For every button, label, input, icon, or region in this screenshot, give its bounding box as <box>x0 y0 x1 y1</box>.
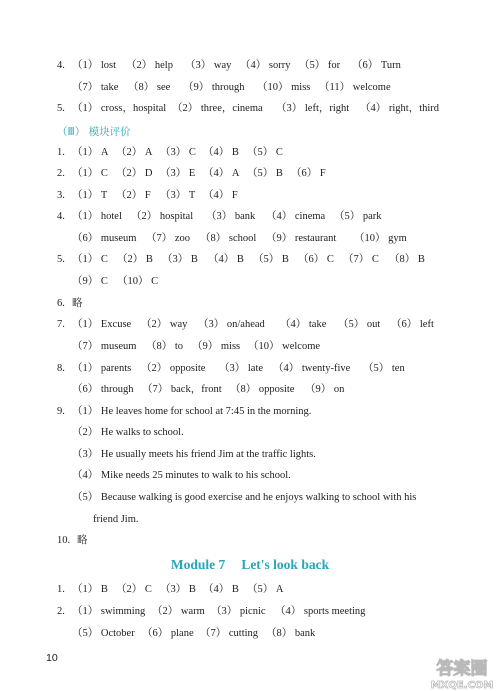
answer-item: （3） He usually meets his friend Jim at the traffic lights. <box>72 449 316 460</box>
answer-item: （4） Mike needs 25 minutes to walk to his school. <box>72 470 291 481</box>
section-label: （Ⅲ） 模块评价 <box>57 126 131 138</box>
watermark-url: MXQE.COM <box>430 680 494 691</box>
answer-item: （1） swimming <box>72 606 146 617</box>
answer-item: （8） school <box>200 233 257 244</box>
answer-item: （4） right，third <box>360 103 440 114</box>
module-number: Module 7 <box>170 557 226 572</box>
answer-item: （5） B <box>247 168 283 179</box>
answer-item: （1） lost <box>72 60 117 71</box>
answer-item: （10） miss <box>257 82 311 93</box>
answer-item: （3） E <box>160 168 196 179</box>
answer-item: （7） zoo <box>146 233 191 244</box>
answer-item: 略 <box>72 298 83 309</box>
answer-item: （7） take <box>72 82 119 93</box>
answer-item: （8） opposite <box>230 384 295 395</box>
module-heading <box>0 557 500 573</box>
answer-item: （6） F <box>291 168 326 179</box>
answer-item: （1） hotel <box>72 211 122 222</box>
answer-item: （1） T <box>72 190 108 201</box>
answer-item: （4） take <box>280 319 327 330</box>
answer-item: （6） left <box>391 319 434 330</box>
answer-item: （2） help <box>126 60 173 71</box>
question-number: 2. <box>57 168 65 179</box>
answer-item: （3） T <box>160 190 196 201</box>
answer-item: （5） for <box>299 60 341 71</box>
answer-item: （9） C <box>72 276 108 287</box>
question-number: 3. <box>57 190 65 201</box>
answer-item: （3） bank <box>206 211 256 222</box>
answer-item: （11） welcome <box>319 82 391 93</box>
answer-item: （10） gym <box>354 233 407 244</box>
question-number: 9. <box>57 406 65 417</box>
answer-item: 略 <box>77 535 88 546</box>
question-number: 10. <box>57 535 71 546</box>
answer-item: （1） cross，hospital <box>72 103 167 114</box>
answer-item: （2） A <box>116 147 153 158</box>
answer-item: （7） museum <box>72 341 137 352</box>
module-title: Let's look back <box>241 557 330 572</box>
answer-item: （2） B <box>117 254 153 265</box>
answer-item: （3） B <box>162 254 198 265</box>
answer-item: （3） way <box>185 60 232 71</box>
answer-item: （1） B <box>72 584 108 595</box>
answer-item: （4） B <box>203 147 239 158</box>
answer-item: （2） D <box>116 168 153 179</box>
answer-item: （9） miss <box>192 341 241 352</box>
answer-item: （8） to <box>146 341 184 352</box>
answer-item: （3） on/ahead <box>198 319 265 330</box>
answer-item: （8） see <box>128 82 171 93</box>
answer-item: （4） sports meeting <box>275 606 366 617</box>
answer-item: （1） He leaves home for school at 7:45 in the morning. <box>72 406 312 417</box>
answer-item: （10） welcome <box>248 341 321 352</box>
answer-item: （1） parents <box>72 363 132 374</box>
answer-item: （7） C <box>343 254 379 265</box>
answer-item: （4） A <box>203 168 240 179</box>
answer-item: （6） museum <box>72 233 137 244</box>
answer-item: （1） A <box>72 147 109 158</box>
answer-item: （4） B <box>208 254 244 265</box>
answer-item: （4） F <box>203 190 238 201</box>
answer-item: （4） cinema <box>266 211 326 222</box>
answer-item: （5） ten <box>363 363 405 374</box>
answer-item: （9） through <box>183 82 245 93</box>
question-number: 8. <box>57 363 65 374</box>
answer-item: （2） way <box>141 319 188 330</box>
question-number: 5. <box>57 254 65 265</box>
answer-item: （9） on <box>305 384 345 395</box>
question-number: 7. <box>57 319 65 330</box>
watermark-text: 答案圈 <box>436 659 488 679</box>
question-number: 4. <box>57 60 65 71</box>
answer-item: （4） B <box>203 584 239 595</box>
answer-item: （9） restaurant <box>266 233 337 244</box>
question-number: 1. <box>57 584 65 595</box>
answer-item: （3） B <box>160 584 196 595</box>
question-number: 4. <box>57 211 65 222</box>
answer-item: （4） twenty-five <box>273 363 351 374</box>
answer-item: （2） F <box>116 190 151 201</box>
answer-item: （2） hospital <box>131 211 194 222</box>
answer-item: （5） park <box>334 211 382 222</box>
answer-item: （2） He walks to school. <box>72 427 184 438</box>
answer-item: （3） late <box>219 363 264 374</box>
watermark-logo <box>424 654 500 691</box>
answer-item: （6） plane <box>142 628 194 639</box>
answer-item: （8） bank <box>266 628 316 639</box>
question-number: 5. <box>57 103 65 114</box>
question-number: 6. <box>57 298 65 309</box>
question-number: 2. <box>57 606 65 617</box>
answer-item: （5） October <box>72 628 135 639</box>
answer-item: （4） sorry <box>240 60 291 71</box>
answer-item: （2） C <box>116 584 152 595</box>
answer-item: （6） C <box>298 254 334 265</box>
answer-item: （5） out <box>338 319 381 330</box>
answer-item: （8） B <box>389 254 425 265</box>
answer-item: （1） Excuse <box>72 319 132 330</box>
page-number: 10 <box>46 652 58 664</box>
answer-item: （2） three，cinema <box>172 103 263 114</box>
answer-item: （7） cutting <box>200 628 259 639</box>
answer-item: friend Jim. <box>93 514 139 525</box>
answer-item: （1） C <box>72 168 108 179</box>
answer-item: （5） Because walking is good exercise and he enjoys walking to school with his <box>72 492 417 503</box>
answer-item: （6） Turn <box>352 60 401 71</box>
answer-item: （5） A <box>247 584 284 595</box>
answer-item: （3） left，right <box>276 103 350 114</box>
answer-item: （1） C <box>72 254 108 265</box>
answer-item: （10） C <box>117 276 159 287</box>
answer-item: （2） opposite <box>141 363 206 374</box>
question-number: 1. <box>57 147 65 158</box>
answer-item: （3） C <box>160 147 196 158</box>
answer-item: （5） B <box>253 254 289 265</box>
answer-item: （3） picnic <box>211 606 266 617</box>
answer-item: （5） C <box>247 147 283 158</box>
answer-item: （7） back，front <box>142 384 222 395</box>
answer-item: （2） warm <box>152 606 205 617</box>
answer-item: （6） through <box>72 384 134 395</box>
